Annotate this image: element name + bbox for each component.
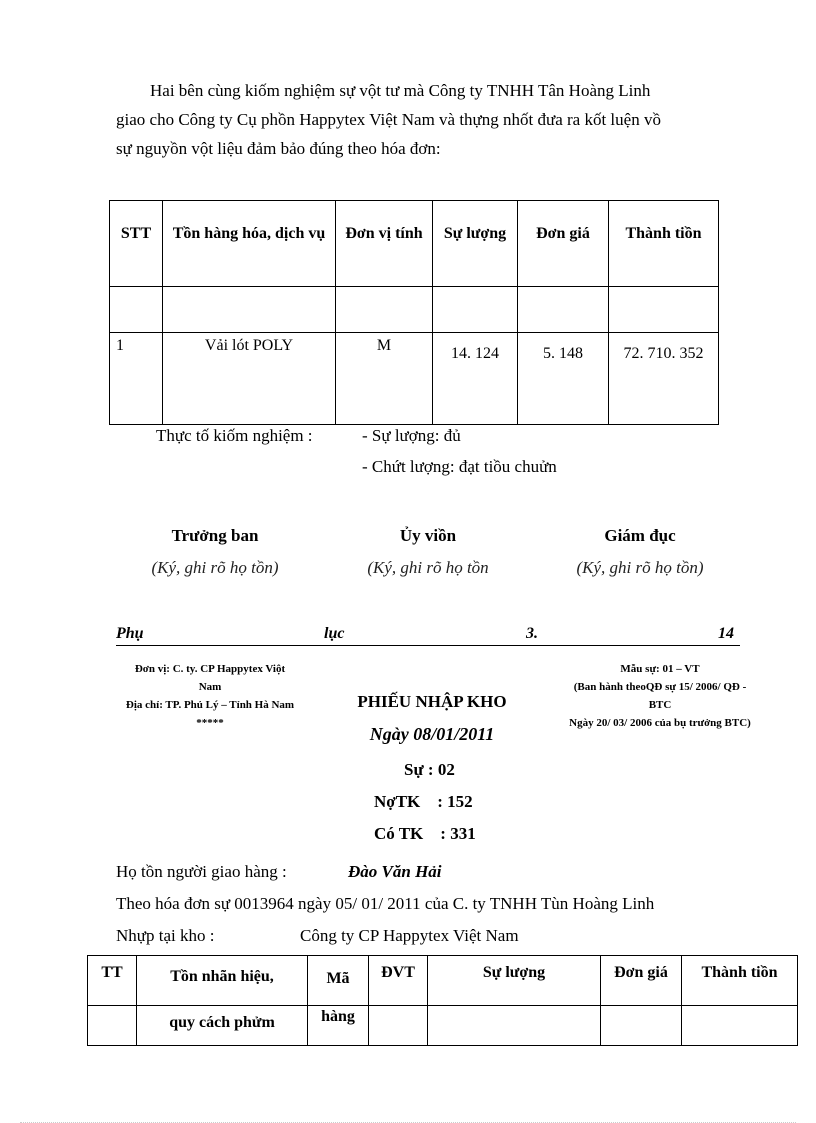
deliverer-label: Họ tồn người giao hàng : bbox=[116, 862, 287, 881]
unit-line-3: Địa chỉ: TP. Phủ Lý – Tỉnh Hà Nam bbox=[125, 699, 295, 711]
header-code: Mã bbox=[308, 956, 369, 1006]
receipt-table bbox=[87, 955, 798, 1046]
header-amount: Thành tiồn bbox=[609, 201, 719, 287]
cell bbox=[428, 1006, 601, 1046]
signature-note-chair: (Ký, ghi rõ họ tồn) bbox=[151, 558, 279, 577]
cell bbox=[601, 1006, 682, 1046]
table-header-row bbox=[110, 201, 719, 287]
cell-price: 5. 148 bbox=[518, 333, 609, 425]
form-block bbox=[538, 660, 782, 732]
appendix-word-2: lục bbox=[324, 625, 345, 642]
unit-block bbox=[100, 660, 320, 732]
unit-line-4: ***** bbox=[196, 717, 224, 729]
table-row bbox=[110, 287, 719, 333]
cell-name: Vải lót POLY bbox=[163, 333, 336, 425]
invoice-line: Theo hóa đơn sự 0013964 ngày 05/ 01/ 2011 của C. ty TNHH Tùn Hoàng Linh bbox=[116, 894, 655, 913]
unit-line-1: Đơn vị: C. ty. CP Happytex Viột bbox=[134, 663, 286, 675]
header-qty: Sự lượng bbox=[433, 201, 518, 287]
receipt-title: PHIẾU NHẬP KHO bbox=[357, 692, 507, 711]
cell bbox=[336, 287, 433, 333]
cell bbox=[163, 287, 336, 333]
cell-amount: 72. 710. 352 bbox=[609, 333, 719, 425]
header-amount: Thành tiồn bbox=[682, 956, 798, 1006]
intro-line-2: giao cho Công ty Cụ phồn Happytex Việt Nam và thựng nhốt đưa ra kốt luện vồ bbox=[116, 110, 661, 129]
appendix-heading bbox=[116, 625, 740, 646]
inspection-table bbox=[109, 200, 719, 425]
header-unit: Đơn vị tính bbox=[336, 201, 433, 287]
cell bbox=[88, 1006, 137, 1046]
signature-title-director: Giám đục bbox=[604, 526, 676, 545]
cell bbox=[518, 287, 609, 333]
signature-note-member: (Ký, ghi rõ họ tồn bbox=[367, 558, 489, 577]
header-qty: Sự lượng bbox=[428, 956, 601, 1006]
store-label: Nhựp tại kho : bbox=[116, 926, 215, 945]
form-line-1: Mẫu sự: 01 – VT bbox=[620, 663, 700, 675]
receipt-date: Ngày 08/01/2011 bbox=[369, 724, 495, 744]
header-name: Tồn hàng hóa, dịch vụ bbox=[163, 201, 336, 287]
intro-line-1: Hai bên cùng kiốm nghiệm sự vột tư mà Công ty TNHH Tân Hoàng Linh bbox=[150, 81, 651, 100]
receipt-number: Sự : 02 bbox=[404, 760, 455, 779]
cell bbox=[369, 1006, 428, 1046]
header-uom: ĐVT bbox=[369, 956, 428, 1006]
form-line-3: BTC bbox=[648, 699, 672, 711]
receipt-debit: NợTK : 152 bbox=[374, 792, 473, 811]
form-line-4: Ngày 20/ 03/ 2006 của bụ trưởng BTC) bbox=[569, 717, 751, 729]
inspection-item-2: - Chứt lượng: đạt tiồu chuửn bbox=[362, 457, 557, 476]
header-label: Tồn nhãn hiệu, bbox=[137, 956, 308, 1006]
appendix-word-3: 3. bbox=[526, 625, 538, 642]
table-row bbox=[88, 1006, 798, 1046]
inspection-item-1: - Sự lượng: đủ bbox=[362, 426, 461, 445]
cell bbox=[433, 287, 518, 333]
header-price: Đơn giá bbox=[518, 201, 609, 287]
table-row bbox=[110, 333, 719, 425]
cell-code-cont: hàng bbox=[308, 1006, 369, 1046]
form-line-2: (Ban hành theoQĐ sự 15/ 2006/ QĐ - bbox=[573, 681, 747, 693]
cell-unit: M bbox=[336, 333, 433, 425]
header-tt: TT bbox=[88, 956, 137, 1006]
signature-note-director: (Ký, ghi rõ họ tồn) bbox=[576, 558, 704, 577]
store-name: Công ty CP Happytex Việt Nam bbox=[300, 926, 519, 945]
signature-title-chair: Trưởng ban bbox=[171, 526, 259, 545]
header-price: Đơn giá bbox=[601, 956, 682, 1006]
appendix-word-4: 14 bbox=[718, 625, 734, 642]
cell-stt: 1 bbox=[110, 333, 163, 425]
cell bbox=[110, 287, 163, 333]
header-stt: STT bbox=[110, 201, 163, 287]
signature-title-member: Ủy viồn bbox=[399, 526, 457, 545]
inspection-label: Thực tố kiốm nghiệm : bbox=[156, 426, 313, 445]
deliverer-name: Đào Văn Hải bbox=[348, 862, 442, 881]
cell-label-cont: quy cách phửm bbox=[137, 1006, 308, 1046]
unit-line-2: Nam bbox=[198, 681, 222, 693]
intro-line-3: sự nguyồn vột liệu đảm bảo đúng theo hóa đơn: bbox=[116, 139, 441, 158]
receipt-credit: Có TK : 331 bbox=[374, 824, 476, 843]
appendix-word-1: Phụ bbox=[116, 625, 144, 642]
table-header-row bbox=[88, 956, 798, 1006]
cell bbox=[682, 1006, 798, 1046]
cell-qty: 14. 124 bbox=[433, 333, 518, 425]
cell bbox=[609, 287, 719, 333]
